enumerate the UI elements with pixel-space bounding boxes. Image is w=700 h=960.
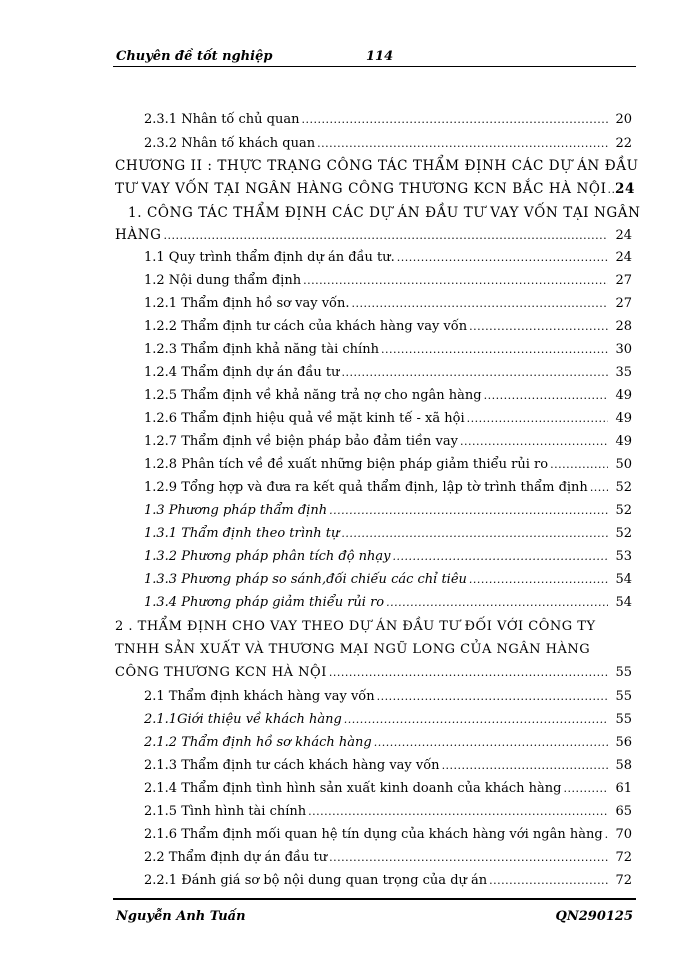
dot-leader <box>460 433 608 451</box>
toc-entry-title: 1.2 Nội dung thẩm định <box>144 273 302 288</box>
toc-entry-title: 1.2.8 Phân tích về đề xuất những biện pháp giảm thiểu rủi ro <box>144 457 549 472</box>
dot-leader <box>303 272 608 290</box>
toc-entry <box>144 111 632 129</box>
toc-entry <box>144 711 632 729</box>
toc-entry-title: 1.2.4 Thẩm định dự án đầu tư <box>144 365 340 380</box>
toc-entry-page: 72 <box>615 873 632 888</box>
section-heading-line: 2 . THẨM ĐỊNH CHO VAY THEO DỰ ÁN ĐẦU TƯ ĐỐI VỚI CÔNG TY <box>115 619 596 634</box>
toc-entry-title: 2.1.3 Thẩm định tư cách khách hàng vay vốn <box>144 758 440 773</box>
toc-entry <box>144 410 632 428</box>
dot-leader <box>608 181 614 199</box>
section-heading-line: TNHH SẢN XUẤT VÀ THƯƠNG MẠI NGŨ LONG CỦA NGÂN HÀNG <box>115 642 591 657</box>
toc-entry-page: 58 <box>615 758 632 773</box>
dot-leader <box>308 803 608 821</box>
dot-leader <box>469 571 608 589</box>
toc-entry-title: 2.1.2 Thẩm định hồ sơ khách hàng <box>144 735 372 750</box>
toc-entry <box>115 180 635 199</box>
dot-leader <box>467 410 608 428</box>
header-rule <box>113 66 636 67</box>
toc-entry <box>144 872 632 890</box>
toc-entry-title: 2.1 Thẩm định khách hàng vay vốn <box>144 689 375 704</box>
toc-entry <box>144 364 632 382</box>
toc-entry <box>115 664 632 682</box>
chapter-heading-line: TƯ VAY VỐN TẠI NGÂN HÀNG CÔNG THƯƠNG KCN BẮC HÀ NỘI <box>115 181 607 197</box>
toc-entry-page: 49 <box>615 388 632 403</box>
toc-entry-page: 50 <box>615 457 632 472</box>
toc-entry-page: 27 <box>615 296 632 311</box>
toc-entry-page: 54 <box>615 595 632 610</box>
toc-entry-page: 56 <box>615 735 632 750</box>
toc-entry-page: 61 <box>615 781 632 796</box>
toc-entry <box>144 295 632 313</box>
dot-leader <box>469 318 608 336</box>
toc-entry-title: 1.1 Quy trình thẩm định dự án đầu tư. <box>144 250 395 265</box>
toc-entry-title: 2.3.1 Nhân tố chủ quan <box>144 112 300 127</box>
dot-leader <box>377 688 608 706</box>
toc-entry-page: 72 <box>615 850 632 865</box>
toc-entry <box>144 780 632 798</box>
dot-leader <box>344 711 608 729</box>
section-heading-line: HÀNG <box>115 227 162 243</box>
toc-entry <box>144 803 632 821</box>
toc-entry <box>144 433 632 451</box>
header-title: Chuyên đề tốt nghiệp <box>116 49 273 64</box>
toc-entry-page: 49 <box>615 411 632 426</box>
toc-entry-title: 2.1.4 Thẩm định tình hình sản xuất kinh doanh của khách hàng <box>144 781 562 796</box>
dot-leader <box>381 341 608 359</box>
dot-leader <box>489 872 608 890</box>
toc-entry <box>144 135 632 153</box>
toc-entry-page: 55 <box>615 689 632 704</box>
toc-entry-title: 1.2.3 Thẩm định khả năng tài chính <box>144 342 379 357</box>
toc-entry-page: 52 <box>615 480 632 495</box>
toc-entry-page: 52 <box>615 503 632 518</box>
toc-entry <box>144 387 632 405</box>
toc-entry <box>144 318 632 336</box>
dot-leader <box>329 664 608 682</box>
toc-entry-title: 2.2 Thẩm định dự án đầu tư <box>144 850 328 865</box>
toc-entry-title: 2.1.5 Tình hình tài chính <box>144 804 307 819</box>
toc-entry-page: 30 <box>615 342 632 357</box>
toc-entry-title: 1.2.2 Thẩm định tư cách của khách hàng vay vốn <box>144 319 468 334</box>
dot-leader <box>484 387 608 405</box>
header-page-number: 114 <box>366 49 394 64</box>
toc-entry-title: 1.2.1 Thẩm định hồ sơ vay vốn. <box>144 296 350 311</box>
dot-leader <box>397 249 608 267</box>
toc-entry <box>115 226 632 245</box>
toc-entry <box>144 525 632 543</box>
toc-entry <box>144 594 632 612</box>
dot-leader <box>550 456 608 474</box>
toc-entry-page: 52 <box>615 526 632 541</box>
toc-entry <box>144 734 632 752</box>
toc-entry-title: 1.3 Phương pháp thẩm định <box>144 503 328 518</box>
toc-entry <box>144 272 632 290</box>
toc-entry-page: 54 <box>615 572 632 587</box>
toc-entry <box>144 571 632 589</box>
toc-entry-page: 24 <box>615 250 632 265</box>
toc-entry <box>144 849 632 867</box>
toc-entry <box>144 479 632 497</box>
dot-leader <box>329 502 608 520</box>
toc-entry-title: 1.2.6 Thẩm định hiệu quả về mặt kinh tế - xã hội <box>144 411 465 426</box>
toc-entry-title: 1.2.5 Thẩm định về khả năng trả nợ cho ngân hàng <box>144 388 482 403</box>
toc-entry-page: 65 <box>615 804 632 819</box>
toc-entry <box>144 688 632 706</box>
toc-entry-page: 28 <box>615 319 632 334</box>
toc-entry-page: 20 <box>615 112 632 127</box>
dot-leader <box>302 111 609 129</box>
toc-entry-title: 2.1.1Giới thiệu về khách hàng <box>144 712 342 727</box>
toc-entry-title: 1.3.1 Thẩm định theo trình tự <box>144 526 340 541</box>
dot-leader <box>605 826 608 844</box>
dot-leader <box>590 479 608 497</box>
toc-entry <box>144 548 632 566</box>
footer-rule <box>113 898 636 900</box>
toc-entry-page: 22 <box>615 136 632 151</box>
toc-entry-page: 55 <box>615 712 632 727</box>
dot-leader <box>386 594 608 612</box>
toc-entry <box>144 456 632 474</box>
toc-entry-page: 53 <box>615 549 632 564</box>
dot-leader <box>342 364 608 382</box>
author-name: Nguyễn Anh Tuấn <box>116 909 246 924</box>
dot-leader <box>352 295 609 313</box>
toc-entry-page: 24 <box>615 181 635 197</box>
toc-entry-page: 49 <box>615 434 632 449</box>
dot-leader <box>564 780 609 798</box>
toc-entry-title: 2.2.1 Đánh giá sơ bộ nội dung quan trọng của dự án <box>144 873 488 888</box>
dot-leader <box>329 849 608 867</box>
toc-entry-page: 35 <box>615 365 632 380</box>
page-footer <box>113 898 636 928</box>
dot-leader <box>374 734 608 752</box>
dot-leader <box>317 135 608 153</box>
toc-entry <box>144 757 632 775</box>
toc-entry-title: 1.3.2 Phương pháp phân tích độ nhạy <box>144 549 391 564</box>
dot-leader <box>442 757 608 775</box>
toc-entry-title: 1.2.7 Thẩm định về biện pháp bảo đảm tiền vay <box>144 434 458 449</box>
toc-entry-title: 1.3.3 Phương pháp so sánh,đối chiếu các chỉ tiêu <box>144 572 467 587</box>
dot-leader <box>393 548 609 566</box>
toc-entry-page: 24 <box>615 228 632 243</box>
toc-entry-title: 1.2.9 Tổng hợp và đưa ra kết quả thẩm định, lập tờ trình thẩm định <box>144 480 588 495</box>
toc-entry <box>144 502 632 520</box>
dot-leader <box>341 525 608 543</box>
student-id: QN290125 <box>555 909 633 924</box>
chapter-heading-line: CHƯƠNG II : THỰC TRẠNG CÔNG TÁC THẨM ĐỊNH CÁC DỰ ÁN ĐẦU <box>115 158 639 174</box>
toc-entry-title: 1.3.4 Phương pháp giảm thiểu rủi ro <box>144 595 385 610</box>
toc-entry-title: 2.3.2 Nhân tố khách quan <box>144 136 316 151</box>
toc-entry-title: 2.1.6 Thẩm định mối quan hệ tín dụng của khách hàng với ngân hàng <box>144 827 603 842</box>
toc-entry-page: 27 <box>615 273 632 288</box>
toc-entry-page: 70 <box>615 827 632 842</box>
toc-entry <box>144 826 632 844</box>
section-heading-line: CÔNG THƯƠNG KCN HÀ NỘI <box>115 665 327 680</box>
dot-leader <box>164 227 608 245</box>
toc-entry <box>144 249 632 267</box>
page-header <box>113 46 636 66</box>
toc-entry <box>144 341 632 359</box>
toc-entry-page: 55 <box>615 665 632 680</box>
section-heading-line: 1. CÔNG TÁC THẨM ĐỊNH CÁC DỰ ÁN ĐẦU TƯ VAY VỐN TẠI NGÂN <box>128 205 641 221</box>
